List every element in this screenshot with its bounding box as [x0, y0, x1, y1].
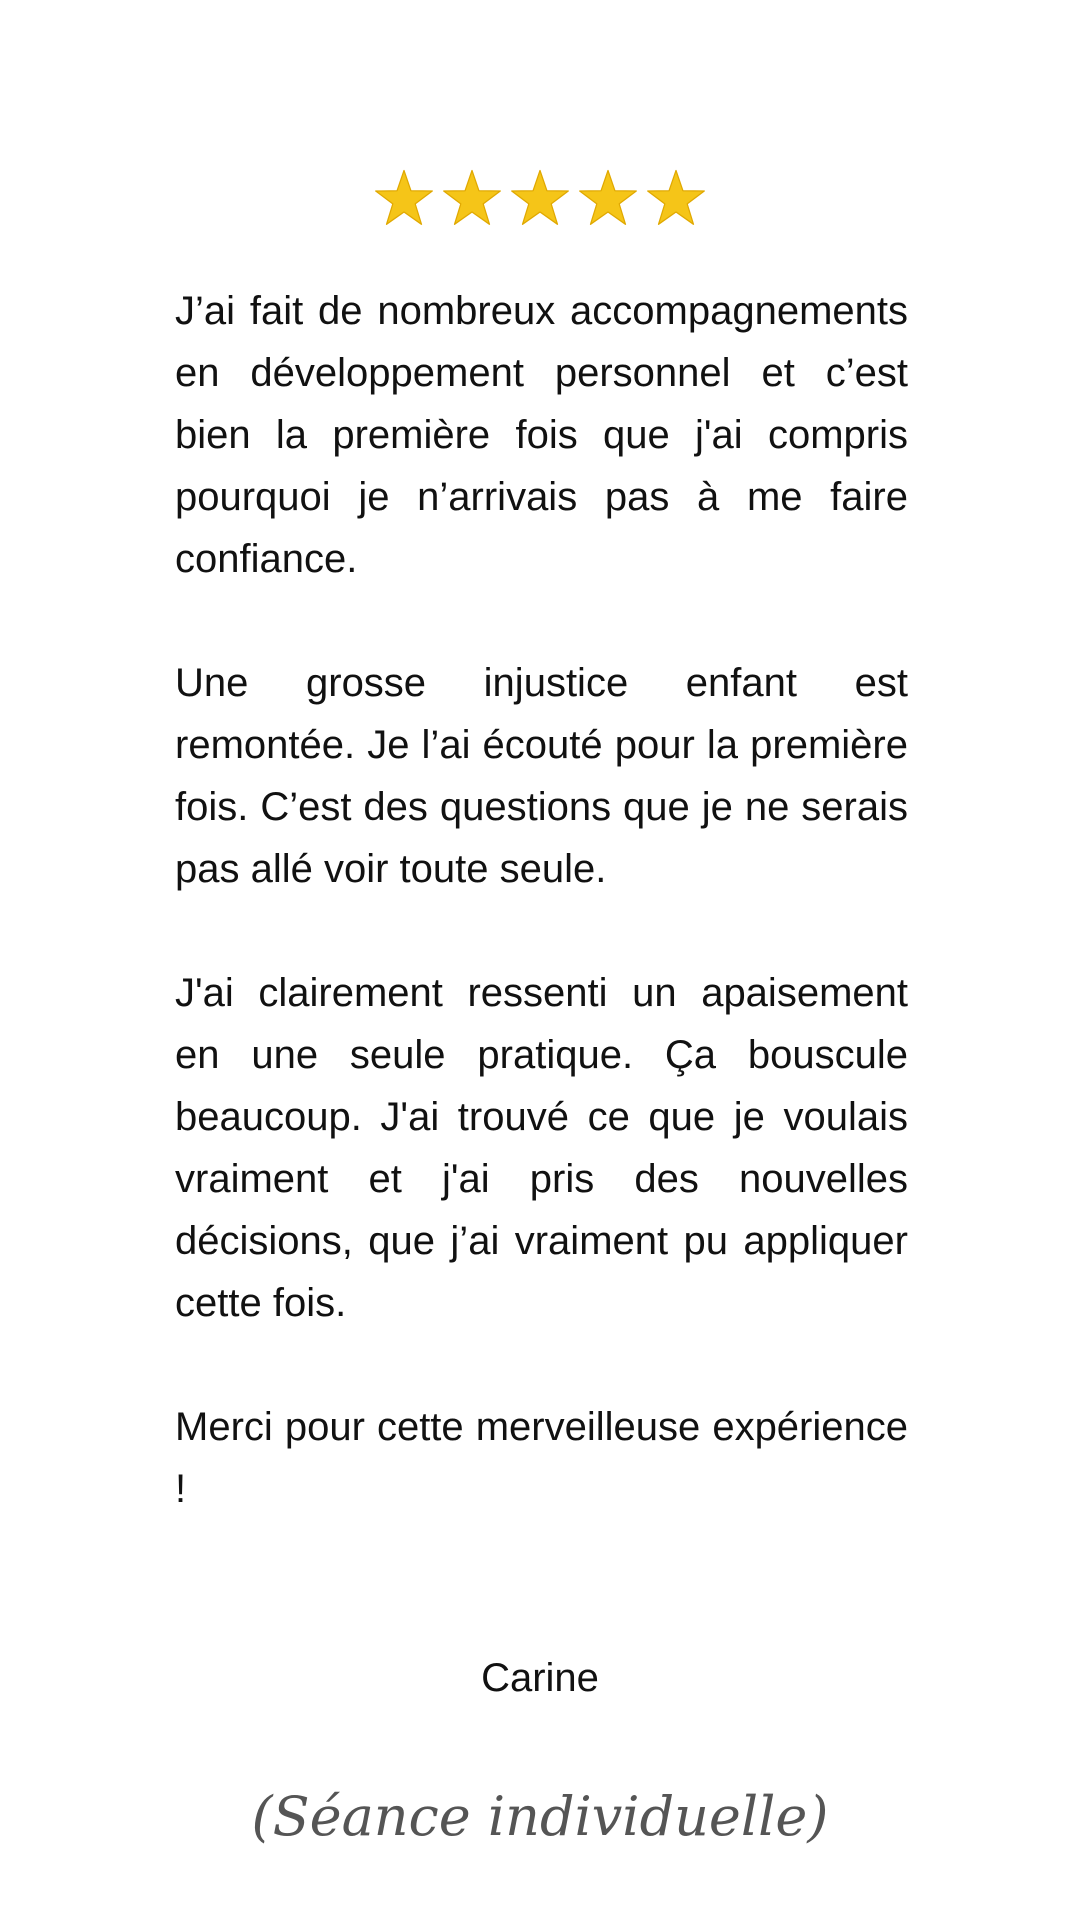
star-rating: [0, 168, 1080, 230]
review-paragraph: Une grosse injustice enfant est remontée. Je l’ai écouté pour la première fois. C’est des questions que je ne serais pas allé voir toute seule.: [175, 661, 908, 891]
session-type-label: (Séance individuelle): [251, 1785, 829, 1848]
star-icon: [373, 168, 435, 230]
star-icon: [441, 168, 503, 230]
review-text: [175, 280, 908, 1520]
review-paragraph: J'ai clairement ressenti un apaisement en une seule pratique. Ça bouscule beaucoup. J'ai trouvé ce que je voulais vraiment et j'ai pris des nouvelles décisions, que j’ai vraiment pu appliquer cette fois.: [175, 971, 908, 1325]
star-icon: [509, 168, 571, 230]
review-author: Carine: [481, 1656, 599, 1700]
star-icon: [645, 168, 707, 230]
review-paragraph: Merci pour cette merveilleuse expérience !: [175, 1405, 908, 1511]
star-icon: [577, 168, 639, 230]
review-paragraph: J’ai fait de nombreux accompagnements en développement personnel et c’est bien la première fois que j'ai compris pourquoi je n’arrivais pas à me faire confiance.: [175, 289, 908, 581]
